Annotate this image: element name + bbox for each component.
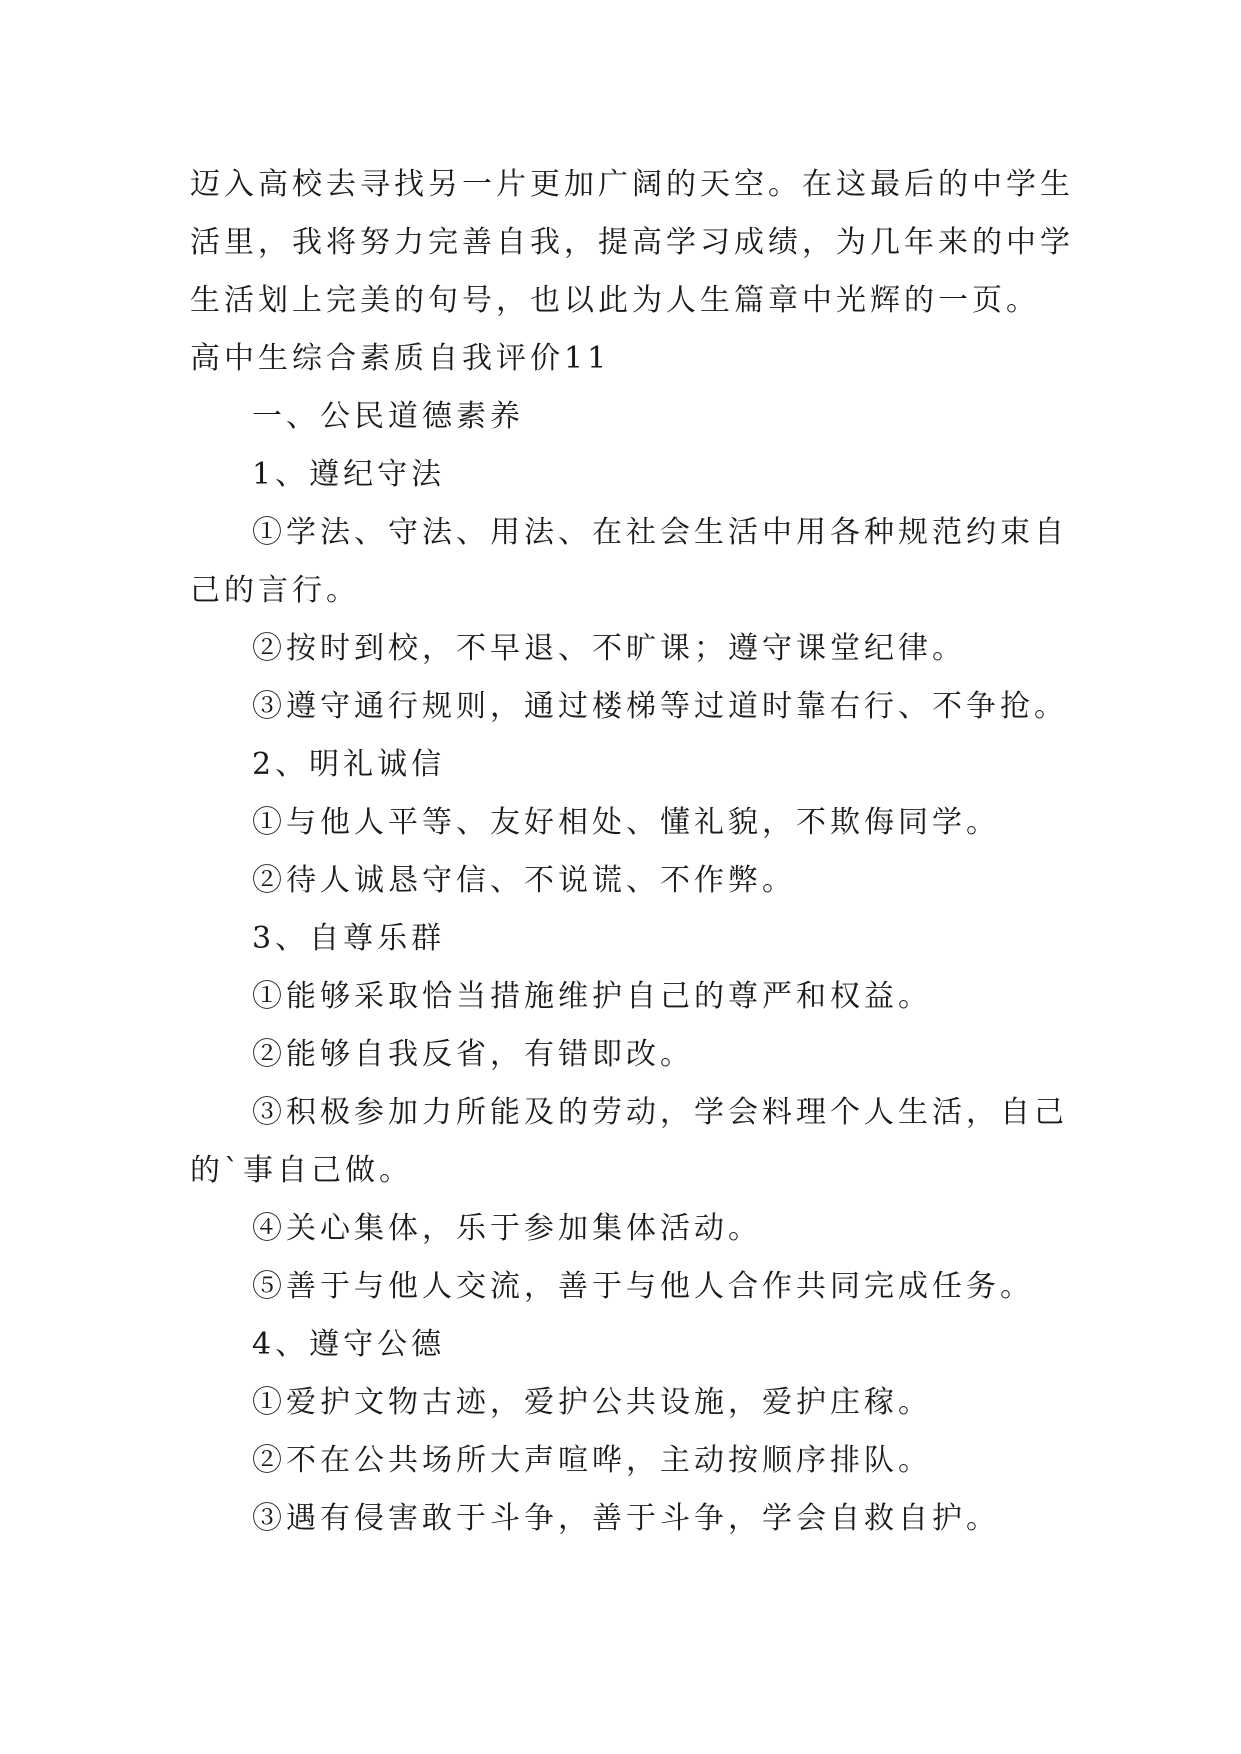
list-item: ①与他人平等、友好相处、懂礼貌，不欺侮同学。 xyxy=(252,805,1000,840)
list-item: ①学法、守法、用法、在社会生活中用各种规范约束自 xyxy=(252,515,1068,550)
paragraph-line: 生活划上完美的句号，也以此为人生篇章中光辉的一页。 xyxy=(190,283,1040,318)
paragraph-line: 迈入高校去寻找另一片更加广阔的天空。在这最后的中学生 xyxy=(190,167,1074,202)
list-item-continuation: 己的言行。 xyxy=(190,573,360,608)
heading-level-2: 3、自尊乐群 xyxy=(252,921,446,956)
list-item: ②不在公共场所大声喧哗，主动按顺序排队。 xyxy=(252,1443,932,1478)
list-item: ③遵守通行规则，通过楼梯等过道时靠右行、不争抢。 xyxy=(252,689,1068,724)
list-item: ③积极参加力所能及的劳动，学会料理个人生活，自己 xyxy=(252,1095,1068,1130)
paragraph-line: 活里，我将努力完善自我，提高学习成绩，为几年来的中学 xyxy=(190,225,1074,260)
list-item: ③遇有侵害敢于斗争，善于斗争，学会自救自护。 xyxy=(252,1501,1000,1536)
list-item: ②待人诚恳守信、不说谎、不作弊。 xyxy=(252,863,796,898)
section-title: 高中生综合素质自我评价11 xyxy=(190,341,611,376)
heading-level-2: 1、遵纪守法 xyxy=(252,457,446,492)
list-item: ①爱护文物古迹，爱护公共设施，爱护庄稼。 xyxy=(252,1385,932,1420)
list-item: ①能够采取恰当措施维护自己的尊严和权益。 xyxy=(252,979,932,1014)
list-item: ⑤善于与他人交流，善于与他人合作共同完成任务。 xyxy=(252,1269,1034,1304)
heading-level-1: 一、公民道德素养 xyxy=(252,399,524,434)
list-item: ④关心集体，乐于参加集体活动。 xyxy=(252,1211,762,1246)
heading-level-2: 2、明礼诚信 xyxy=(252,747,446,782)
list-item: ②按时到校，不早退、不旷课；遵守课堂纪律。 xyxy=(252,631,966,666)
list-item-continuation: 的`事自己做。 xyxy=(190,1153,413,1188)
heading-level-2: 4、遵守公德 xyxy=(252,1327,446,1362)
list-item: ②能够自我反省，有错即改。 xyxy=(252,1037,694,1072)
